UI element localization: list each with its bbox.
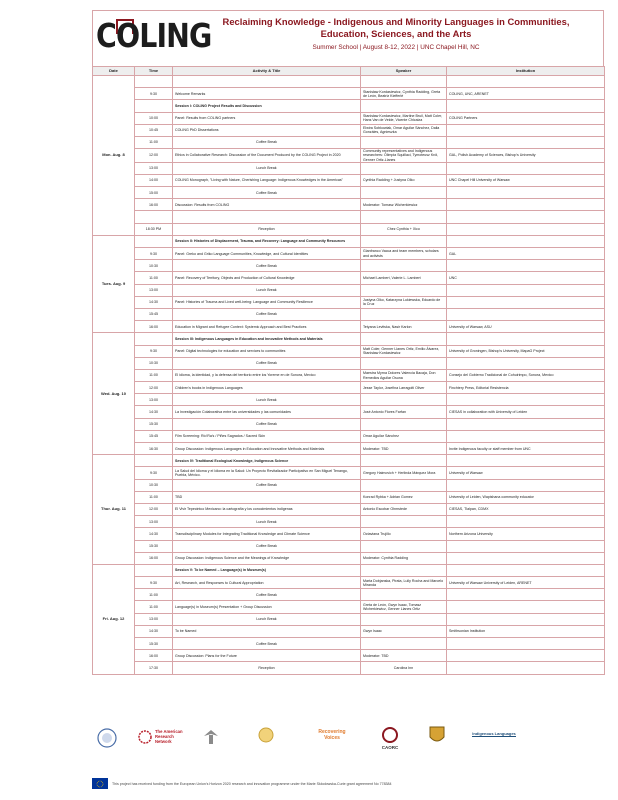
speaker-cell: Omar Aguilar Sánchez — [361, 430, 447, 442]
table-row — [93, 443, 605, 455]
activity-cell: Panel: Recovery of Territory, Objects and Production of Cultural Knowledge — [173, 272, 361, 284]
day-cell: Mon. Aug. 8 — [93, 76, 135, 236]
time-cell: 15:00 — [135, 187, 173, 199]
session-title: Session I: COLING Project Results and Discussion — [173, 100, 361, 112]
table-row — [93, 76, 605, 88]
speaker-cell: Jesse Taylor, Josefina Larragoiti Oliver — [361, 382, 447, 394]
table-row — [93, 88, 605, 100]
time-cell: 9:30 — [135, 248, 173, 260]
institution-cell — [447, 136, 605, 148]
activity-cell: Panel: Histories of Trauma and Lived well-being: Language and Community Resilience — [173, 296, 361, 308]
schedule-table — [92, 66, 605, 675]
time-cell: 14:30 — [135, 625, 173, 637]
table-row — [93, 199, 605, 211]
footer-logo-arn — [138, 729, 191, 744]
time-cell: 10:30 — [135, 479, 173, 491]
institution-cell: Smithsonian Institution — [447, 625, 605, 637]
institution-cell: CIESAS in collaboration with University of Leiden — [447, 406, 605, 418]
table-row — [93, 112, 605, 124]
speaker-cell: Moderator: Tomasz Wicherkiewicz — [361, 199, 447, 211]
institution-cell — [447, 540, 605, 552]
coling-logo — [96, 14, 212, 62]
institution-cell: University of Warsaw University of Leiden, ARENET — [447, 577, 605, 589]
speaker-cell: Matt Coler, Genner Llanes Ortiz, Emilio Álvarez, Stanisław Kordasiewicz — [361, 345, 447, 357]
time-cell — [135, 211, 173, 223]
table-row — [93, 406, 605, 418]
session-header-row — [93, 564, 605, 576]
table-row — [93, 650, 605, 662]
day-cell: Fri. Aug. 12 — [93, 564, 135, 674]
activity-cell: TBD — [173, 491, 361, 503]
time-cell: 16:00 — [135, 321, 173, 333]
speaker-cell — [361, 333, 447, 345]
page-title — [196, 16, 596, 40]
table-row — [93, 260, 605, 272]
institution-cell: University of Warsaw — [447, 467, 605, 479]
activity-cell: COLING Monograph, "Living with Nature, Cherishing Language: Indigenous Knowledges in the Americas" — [173, 174, 361, 186]
institution-seal-icon — [96, 727, 118, 749]
time-cell — [135, 100, 173, 112]
activity-cell: Transdisciplinary Modules for Integrating Traditional Knowledge and Climate Science — [173, 528, 361, 540]
speaker-cell: Moderator: TBD — [361, 650, 447, 662]
speaker-cell — [361, 187, 447, 199]
time-cell: 11:00 — [135, 272, 173, 284]
institution-cell — [447, 124, 605, 136]
institution-cell: UNC Chapel Hill University of Warsaw — [447, 174, 605, 186]
speaker-cell — [361, 479, 447, 491]
speaker-cell — [361, 540, 447, 552]
speaker-cell — [361, 564, 447, 576]
time-cell: 9:30 — [135, 467, 173, 479]
time-cell: 14:30 — [135, 296, 173, 308]
time-cell: 9:30 — [135, 88, 173, 100]
footer-logo-1 — [96, 727, 118, 749]
table-row — [93, 369, 605, 381]
speaker-cell — [361, 394, 447, 406]
time-cell: 10:00 — [135, 112, 173, 124]
institution-cell — [447, 552, 605, 564]
time-cell: 13:00 — [135, 613, 173, 625]
activity-cell: Art, Research, and Responses to Cultural Appropriation — [173, 577, 361, 589]
table-row — [93, 516, 605, 528]
day-cell: Tues. Aug. 9 — [93, 235, 135, 333]
institution-cell: GAL — [447, 248, 605, 260]
eu-flag-icon — [92, 778, 108, 789]
activity-cell: Reception — [173, 223, 361, 235]
speaker-cell: Stanisław Kordasiewicz, Cynthia Radding, Greta de León, Beatriz Kiefferlé — [361, 88, 447, 100]
time-cell: 15:30 — [135, 638, 173, 650]
activity-cell: Panel: Results from COLING partners — [173, 112, 361, 124]
institution-cell — [447, 430, 605, 442]
institution-cell — [447, 479, 605, 491]
activity-cell: Coffee Break — [173, 540, 361, 552]
session-header-row — [93, 100, 605, 112]
table-row — [93, 577, 605, 589]
time-cell: 13:00 — [135, 284, 173, 296]
speaker-cell — [361, 136, 447, 148]
institution-cell — [447, 418, 605, 430]
time-cell: 14:00 — [135, 174, 173, 186]
speaker-cell: José Antonio Flores Farfan — [361, 406, 447, 418]
time-cell: 14:30 — [135, 406, 173, 418]
institution-cell — [447, 333, 605, 345]
time-cell: 16:00 — [135, 199, 173, 211]
institution-cell — [447, 394, 605, 406]
activity-cell — [173, 76, 361, 88]
speaker-cell: Justyna Olko, Katarzyna Lukiewska, Eduardo de la Cruz — [361, 296, 447, 308]
recovering-voices-label: Recovering Voices — [318, 729, 346, 741]
time-cell — [135, 333, 173, 345]
table-row — [93, 430, 605, 442]
table-row — [93, 187, 605, 199]
institution-cell — [447, 199, 605, 211]
institution-cell — [447, 260, 605, 272]
time-cell: 9:30 — [135, 577, 173, 589]
time-cell — [135, 455, 173, 467]
table-row — [93, 601, 605, 613]
institution-cell: Consejo del Gobierno Tradicional de Cohuirimpo, Sonora, Mexico — [447, 369, 605, 381]
institution-cell — [447, 638, 605, 650]
logo-text: COLING — [96, 16, 212, 55]
column-header-speaker: Speaker — [361, 67, 447, 76]
activity-cell: Discussion: Results from COLING — [173, 199, 361, 211]
institution-cell: Northern Arizona University — [447, 528, 605, 540]
speaker-cell — [361, 613, 447, 625]
activity-cell — [173, 211, 361, 223]
institution-cell: University of Leiden, Wapishana community educator — [447, 491, 605, 503]
table-row — [93, 284, 605, 296]
footer-logo-4 — [256, 725, 276, 745]
institution-cell — [447, 455, 605, 467]
activity-cell: Film Screening: Río'Ra's / Piñes Sagrados / Sacred Skin — [173, 430, 361, 442]
activity-cell: Lunch Break — [173, 394, 361, 406]
speaker-cell: Tetyana Levitska, Nasir Karlon — [361, 321, 447, 333]
title-line-2: Education, Sciences, and the Arts — [320, 28, 472, 39]
title-line-1: Reclaiming Knowledge - Indigenous and Minority Languages in Communities, — [222, 16, 570, 27]
footer-logo-indigenous-languages — [472, 731, 516, 737]
activity-cell: Group Discussion: Indigenous Science and the Meanings of Knowledge — [173, 552, 361, 564]
institution-cell — [447, 613, 605, 625]
session-title: Session V: To be Named – Language(s) in Museum(s) — [173, 564, 361, 576]
activity-cell: Lunch Break — [173, 162, 361, 174]
speaker-cell — [361, 211, 447, 223]
time-cell: 13:00 — [135, 516, 173, 528]
time-cell: 17:30 — [135, 662, 173, 674]
session-title: Session III: Indigenous Languages in Education and Innovative Methods and Materials — [173, 333, 361, 345]
table-row — [93, 345, 605, 357]
time-cell — [135, 235, 173, 247]
institution-cell — [447, 187, 605, 199]
footer-logo-caorc — [380, 727, 400, 750]
time-cell: 14:30 — [135, 528, 173, 540]
institution-cell — [447, 357, 605, 369]
table-row — [93, 662, 605, 674]
institution-cell: Finchtery Press, Editorial Resistencia — [447, 382, 605, 394]
activity-cell: Reception — [173, 662, 361, 674]
day-cell: Wed. Aug. 10 — [93, 333, 135, 455]
table-row — [93, 625, 605, 637]
column-header-time: Time — [135, 67, 173, 76]
eagle-crest-icon — [200, 727, 222, 747]
speaker-cell — [361, 589, 447, 601]
speaker-cell: Konrad Rybka + Adrian Gomez — [361, 491, 447, 503]
speaker-cell — [361, 260, 447, 272]
time-cell: 16:00 — [135, 552, 173, 564]
time-cell — [135, 564, 173, 576]
institution-cell — [447, 76, 605, 88]
institution-cell — [447, 296, 605, 308]
institution-cell — [447, 308, 605, 320]
institution-cell: COLING, UNC, ARENET — [447, 88, 605, 100]
time-cell: 13:00 — [135, 162, 173, 174]
activity-cell: To be Named — [173, 625, 361, 637]
table-row — [93, 223, 605, 235]
speaker-cell: Cynthia Radding + Justyna Olko — [361, 174, 447, 186]
speaker-cell — [361, 455, 447, 467]
eu-stars-icon — [95, 780, 105, 788]
activity-cell: COLING PhD Dissertations — [173, 124, 361, 136]
activity-cell: La Salud del Idioma y el Idioma en la Salud: Un Proyecto Revitalizador Participativo en San Miguel Tenango, Puebla, México. — [173, 467, 361, 479]
speaker-cell — [361, 418, 447, 430]
speaker-cell: Stanisław Kordasiewicz, Martine Bruil, Matt Coler, Hans Van de Velde, Vicente Chicaiza — [361, 112, 447, 124]
institution-cell: COLING Partners — [447, 112, 605, 124]
speaker-cell: Gregory Haimovich + Herlinda Márquez Mora — [361, 467, 447, 479]
schedule-body — [93, 76, 605, 675]
table-row — [93, 174, 605, 186]
table-row — [93, 162, 605, 174]
time-cell: 11:00 — [135, 369, 173, 381]
table-row — [93, 248, 605, 260]
speaker-cell: Gianfranco Vacca and team members, scholars and activists — [361, 248, 447, 260]
activity-cell: Ethics in Collaborative Research: Discussion of the Document Produced by the COLING Project in 2020 — [173, 149, 361, 163]
footer-logo-recovering-voices — [314, 729, 350, 741]
institution-cell — [447, 162, 605, 174]
table-row — [93, 589, 605, 601]
indigenous-languages-label: Indigenous Languages — [472, 731, 516, 736]
speaker-cell: Chez Cynthia + Xico — [361, 223, 447, 235]
time-cell: 13:00 — [135, 394, 173, 406]
caorc-icon — [380, 727, 400, 745]
activity-cell: Coffee Break — [173, 308, 361, 320]
activity-cell: Welcome Remarks — [173, 88, 361, 100]
table-row — [93, 136, 605, 148]
activity-cell: Group Discussion: Indigenous Languages in Education and Innovative Methods and Materials — [173, 443, 361, 455]
speaker-cell: Antonio Escobar Ohmstede — [361, 503, 447, 515]
time-cell: 16:30 — [135, 443, 173, 455]
time-cell: 15:30 — [135, 540, 173, 552]
institution-cell — [447, 100, 605, 112]
table-row — [93, 124, 605, 136]
speaker-cell — [361, 357, 447, 369]
activity-cell: El idioma, la identidad, y la defensa del territorio entre los Yoreme en de Sonora, Mexico — [173, 369, 361, 381]
time-cell: 11:00 — [135, 601, 173, 613]
institution-cell — [447, 211, 605, 223]
activity-cell: Coffee Break — [173, 136, 361, 148]
time-cell — [135, 76, 173, 88]
table-header-row — [93, 67, 605, 76]
time-cell: 9:30 — [135, 345, 173, 357]
institution-cell — [447, 650, 605, 662]
column-header-date: Date — [93, 67, 135, 76]
arn-icon — [138, 730, 152, 744]
activity-cell: Coffee Break — [173, 357, 361, 369]
caorc-label: CAORC — [381, 745, 399, 750]
speaker-cell: Maestra Myrna Dolores Valencia Bacaja, Don Remedios Aguilar Osuna — [361, 369, 447, 381]
speaker-cell: Greta de León, Gwyn Isaac, Tomasz Wicherkiewicz, Genner Llanes Ortiz — [361, 601, 447, 613]
activity-cell: Lunch Break — [173, 516, 361, 528]
shield-crest-icon — [428, 725, 446, 747]
activity-cell: Group Discussion: Plans for the Future — [173, 650, 361, 662]
speaker-cell — [361, 638, 447, 650]
time-cell: 12:00 — [135, 149, 173, 163]
institution-cell — [447, 662, 605, 674]
institution-cell: GAL, Polish Academy of Sciences, Bishop's University — [447, 149, 605, 163]
table-row — [93, 357, 605, 369]
activity-cell: Lunch Break — [173, 284, 361, 296]
table-row — [93, 308, 605, 320]
table-row — [93, 321, 605, 333]
table-row — [93, 394, 605, 406]
table-row — [93, 613, 605, 625]
table-row — [93, 479, 605, 491]
arn-label: The American Research Network — [155, 729, 183, 744]
sun-emblem-icon — [256, 725, 276, 745]
speaker-cell: Community representatives and Indigenous researchers: Olimpia Squillaci, Tymoteusz Król, Genner Ortiz-Llanes — [361, 149, 447, 163]
speaker-cell: Elwira Sobkowiak, Omar Aguilar Sánchez, Dalia Gonzáles, Agnieszka — [361, 124, 447, 136]
institution-cell — [447, 235, 605, 247]
time-cell: 15:30 — [135, 418, 173, 430]
table-row — [93, 638, 605, 650]
time-cell: 18:30 PM — [135, 223, 173, 235]
institution-cell: Invite Indigenous faculty or staff member from UNC — [447, 443, 605, 455]
table-row — [93, 149, 605, 163]
activity-cell: Lunch Break — [173, 613, 361, 625]
session-header-row — [93, 333, 605, 345]
table-row — [93, 211, 605, 223]
session-header-row — [93, 235, 605, 247]
time-cell: 16:00 — [135, 650, 173, 662]
institution-cell: CIESAS, Tlalpan, CDMX — [447, 503, 605, 515]
activity-cell: Coffee Break — [173, 638, 361, 650]
session-title: Session II: Histories of Displacement, Trauma, and Recovery: Language and Community Resources — [173, 235, 361, 247]
institution-cell — [447, 589, 605, 601]
page-subtitle: Summer School | August 8-12, 2022 | UNC Chapel Hill, NC — [312, 44, 480, 51]
table-row — [93, 272, 605, 284]
activity-cell: Coffee Break — [173, 479, 361, 491]
institution-cell: University of Warsaw, ASU — [447, 321, 605, 333]
speaker-cell — [361, 235, 447, 247]
time-cell: 12:00 — [135, 503, 173, 515]
time-cell: 12:00 — [135, 382, 173, 394]
speaker-cell — [361, 76, 447, 88]
speaker-cell — [361, 100, 447, 112]
speaker-cell: Marta Dobjanska, Pirata, Lully Rocha and Marcelo Miranda — [361, 577, 447, 589]
activity-cell: Language(s) in Museum(s) Presentation + Group Discussion — [173, 601, 361, 613]
session-header-row — [93, 455, 605, 467]
time-cell: 15:45 — [135, 308, 173, 320]
activity-cell: Coffee Break — [173, 187, 361, 199]
institution-cell — [447, 601, 605, 613]
table-row — [93, 503, 605, 515]
speaker-cell: Michael Lambert, Valerie L. Lambert — [361, 272, 447, 284]
table-row — [93, 528, 605, 540]
activity-cell: La Investigación Colaborativa entre las universidades y las comunidades — [173, 406, 361, 418]
time-cell: 11:00 — [135, 491, 173, 503]
activity-cell: Coffee Break — [173, 589, 361, 601]
speaker-cell — [361, 162, 447, 174]
table-row — [93, 467, 605, 479]
session-title: Session IV: Traditional Ecological Knowledge, Indigenous Science — [173, 455, 361, 467]
footer-logo-3 — [200, 727, 222, 747]
time-cell: 15:45 — [135, 430, 173, 442]
speaker-cell: Carolina Inn — [361, 662, 447, 674]
speaker-cell — [361, 284, 447, 296]
activity-cell: Panel: Digital technologies for education and services to communities — [173, 345, 361, 357]
institution-cell — [447, 564, 605, 576]
speaker-cell: Octaviana Trujillo — [361, 528, 447, 540]
table-row — [93, 296, 605, 308]
footer-logo-7 — [428, 725, 446, 747]
time-cell: 10:30 — [135, 260, 173, 272]
speaker-cell: Moderator: TBD — [361, 443, 447, 455]
footer-logos — [92, 717, 604, 767]
activity-cell: Coffee Break — [173, 260, 361, 272]
activity-cell: Children's books in Indigenous Languages — [173, 382, 361, 394]
funding-note: This project has received funding from the European Union's Horizon 2020 research and innovation programme under the Marie Skłodowska-Curie grant agreement No 778384 — [112, 782, 392, 786]
table-row — [93, 491, 605, 503]
activity-cell: El Vivir Tepecintco Mexicano: la cartografía y los conocimientos indígenas — [173, 503, 361, 515]
activity-cell: Education in Migrant and Refugee Context: Systemic Approach and Best Practices — [173, 321, 361, 333]
time-cell: 11:00 — [135, 136, 173, 148]
column-header-institution: Institution — [447, 67, 605, 76]
institution-cell — [447, 223, 605, 235]
institution-cell — [447, 284, 605, 296]
speaker-cell: Moderator: Cynthia Radding — [361, 552, 447, 564]
time-cell: 11:00 — [135, 589, 173, 601]
day-cell: Thur. Aug. 11 — [93, 455, 135, 565]
institution-cell: University of Groningen, Bishop's University, MapaG Project — [447, 345, 605, 357]
institution-cell: UNC — [447, 272, 605, 284]
activity-cell: Coffee Break — [173, 418, 361, 430]
time-cell: 10:45 — [135, 124, 173, 136]
institution-cell — [447, 516, 605, 528]
activity-cell: Panel: Greko and Griko Language Communities, Knowledge, and Cultural Identities — [173, 248, 361, 260]
table-row — [93, 382, 605, 394]
speaker-cell: Gwyn Isaac — [361, 625, 447, 637]
column-header-activity: Activity & Title — [173, 67, 361, 76]
table-row — [93, 418, 605, 430]
speaker-cell — [361, 308, 447, 320]
time-cell: 10:30 — [135, 357, 173, 369]
speaker-cell — [361, 516, 447, 528]
table-row — [93, 540, 605, 552]
table-row — [93, 552, 605, 564]
